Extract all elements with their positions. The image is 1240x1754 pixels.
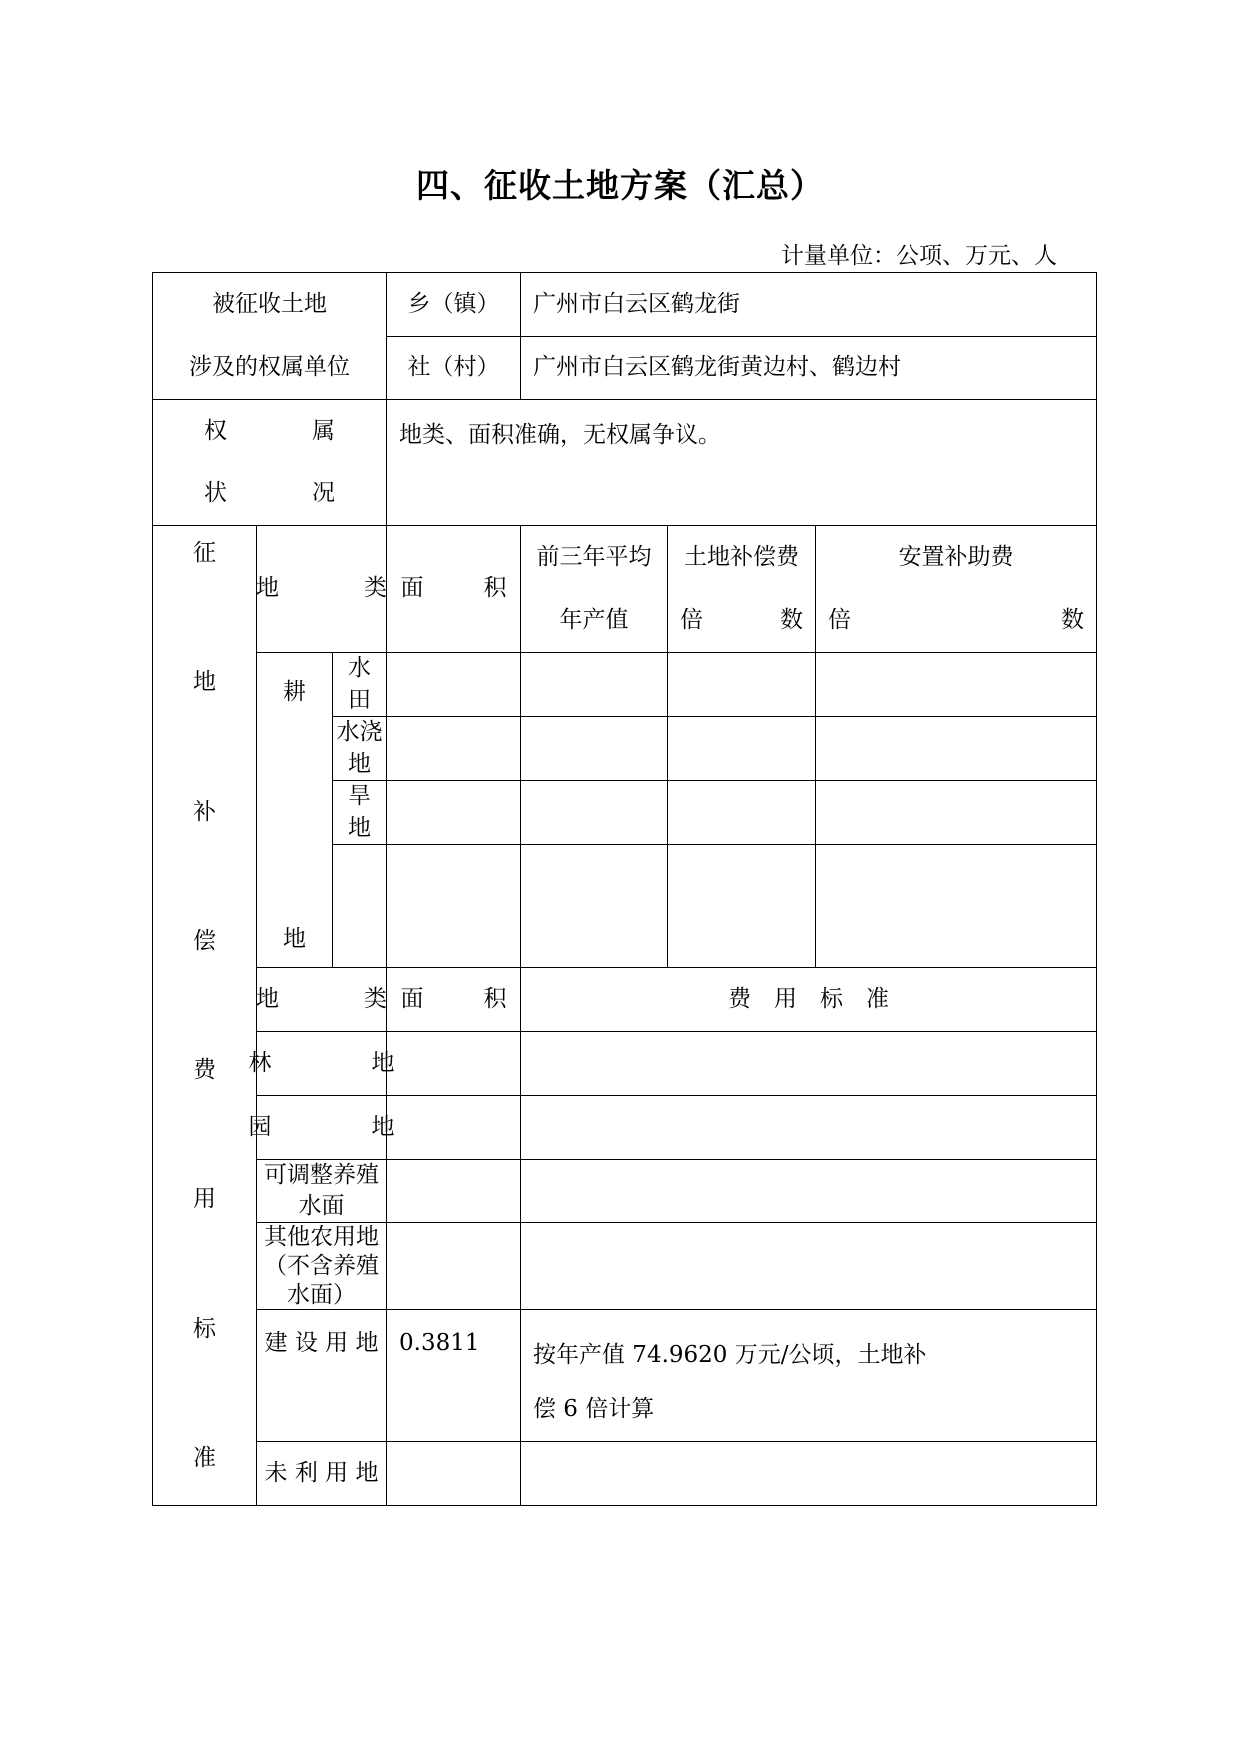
ownership-label-b1: 状 [204,480,227,507]
cultivated-row-area [387,653,521,717]
cultivated-row-comp [668,653,816,717]
cultivated-row-comp [668,717,816,781]
cultivated-row-comp [668,781,816,845]
header-text: 面 [400,575,424,602]
ownership-label-a1: 权 [204,417,227,444]
garden-label [248,1096,395,1160]
cultivated-label-cell [257,653,333,968]
side-char: 准 [193,1444,216,1471]
aquaculture-label: 可调整养殖水面 [257,1160,387,1223]
side-char: 补 [193,798,216,825]
lower-header-land-type [257,968,387,1032]
header-text: 倍 [680,606,703,633]
construction-fee [521,1310,1097,1441]
cultivated-row-resettle [816,717,1097,781]
forest-label-char: 林 [248,1049,272,1076]
side-char: 标 [193,1315,216,1342]
forest-label-char: 地 [371,1049,395,1076]
forest-area [387,1032,521,1096]
ownership-value: 地类、面积准确，无权属争议。 [387,400,1097,526]
cultivated-row-resettle [816,653,1097,717]
unused-label: 未 利 用 地 [257,1441,387,1505]
side-label-cell [153,526,257,1506]
side-char: 费 [193,1057,216,1084]
side-char: 偿 [193,927,216,954]
other-farmland-line2: （不含养殖水面） [264,1252,379,1308]
ownership-label-a2: 属 [312,417,335,444]
cultivated-row-resettle [816,781,1097,845]
side-char: 用 [193,1186,216,1213]
header-land-type [257,526,387,653]
construction-fee-line2: 偿 6 倍计算 [533,1396,655,1423]
side-char: 征 [193,540,216,566]
village-label: 社（村） [387,336,521,400]
garden-fee [521,1096,1097,1160]
lower-header-fee: 费 用 标 准 [521,968,1097,1032]
cultivated-row-output [521,653,668,717]
other-farmland-line1: 其他农用地 [264,1224,379,1251]
header-text: 数 [780,606,803,633]
unused-fee [521,1441,1097,1505]
construction-fee-line1: 按年产值 74.9620 万元/公顷，土地补 [533,1342,927,1369]
other-farmland-area [387,1223,521,1310]
unit-line: 计量单位：公项、万元、人 [781,243,1057,269]
header-text: 土地补偿费 [684,543,799,570]
aquaculture-fee [521,1160,1097,1223]
township-label: 乡（镇） [387,273,521,337]
construction-area: 0.3811 [387,1310,521,1441]
cultivated-label-top: 耕 [283,679,306,705]
cultivated-row-name: 水浇地 [333,717,387,781]
owner-label-line1: 被征收土地 [212,290,327,317]
garden-area [387,1096,521,1160]
forest-fee [521,1032,1097,1096]
unused-area [387,1441,521,1505]
aquaculture-area [387,1160,521,1223]
header-comp [668,526,816,653]
other-farmland-label [257,1223,387,1310]
header-text: 地 [256,575,279,602]
construction-label: 建 设 用 地 [257,1310,387,1441]
cultivated-row-name: 旱 地 [333,781,387,845]
other-farmland-fee [521,1223,1097,1310]
cultivated-row-area [387,781,521,845]
land-acquisition-table [152,272,1097,1506]
cultivated-row-output [521,781,668,845]
owner-label-line2: 涉及的权属单位 [189,353,350,380]
ownership-label-cell [153,400,387,526]
header-text: 积 [483,575,507,602]
header-text: 类 [364,575,387,602]
side-char: 地 [193,669,216,696]
cultivated-row-area [387,717,521,781]
header-text: 数 [1061,606,1084,633]
ownership-label-b2: 况 [312,480,335,507]
header-area [387,526,521,653]
forest-label [248,1032,395,1096]
header-text: 安置补助费 [898,543,1014,570]
cultivated-row-output [521,717,668,781]
garden-label-char: 园 [248,1113,272,1140]
header-text: 面 [400,985,424,1012]
cultivated-row-name [333,845,387,968]
header-text: 积 [483,985,507,1012]
cultivated-label-bottom: 地 [283,925,306,952]
header-text: 倍 [828,606,851,633]
header-avg-output [521,526,668,653]
cultivated-row-output [521,845,668,968]
header-text: 地 [256,985,279,1012]
page-title: 四、征收土地方案（汇总） [416,166,824,205]
header-text: 类 [364,985,387,1012]
lower-header-area [387,968,521,1032]
header-text: 年产值 [559,606,629,633]
header-text: 前三年平均 [536,543,652,570]
cultivated-row-comp [668,845,816,968]
township-value: 广州市白云区鹤龙街 [521,273,1097,337]
village-value: 广州市白云区鹤龙街黄边村、鹤边村 [521,336,1097,400]
owner-label-cell [153,273,387,400]
cultivated-row-area [387,845,521,968]
garden-label-char: 地 [371,1113,395,1140]
cultivated-row-name: 水 田 [333,653,387,717]
header-resettle [816,526,1097,653]
cultivated-row-resettle [816,845,1097,968]
